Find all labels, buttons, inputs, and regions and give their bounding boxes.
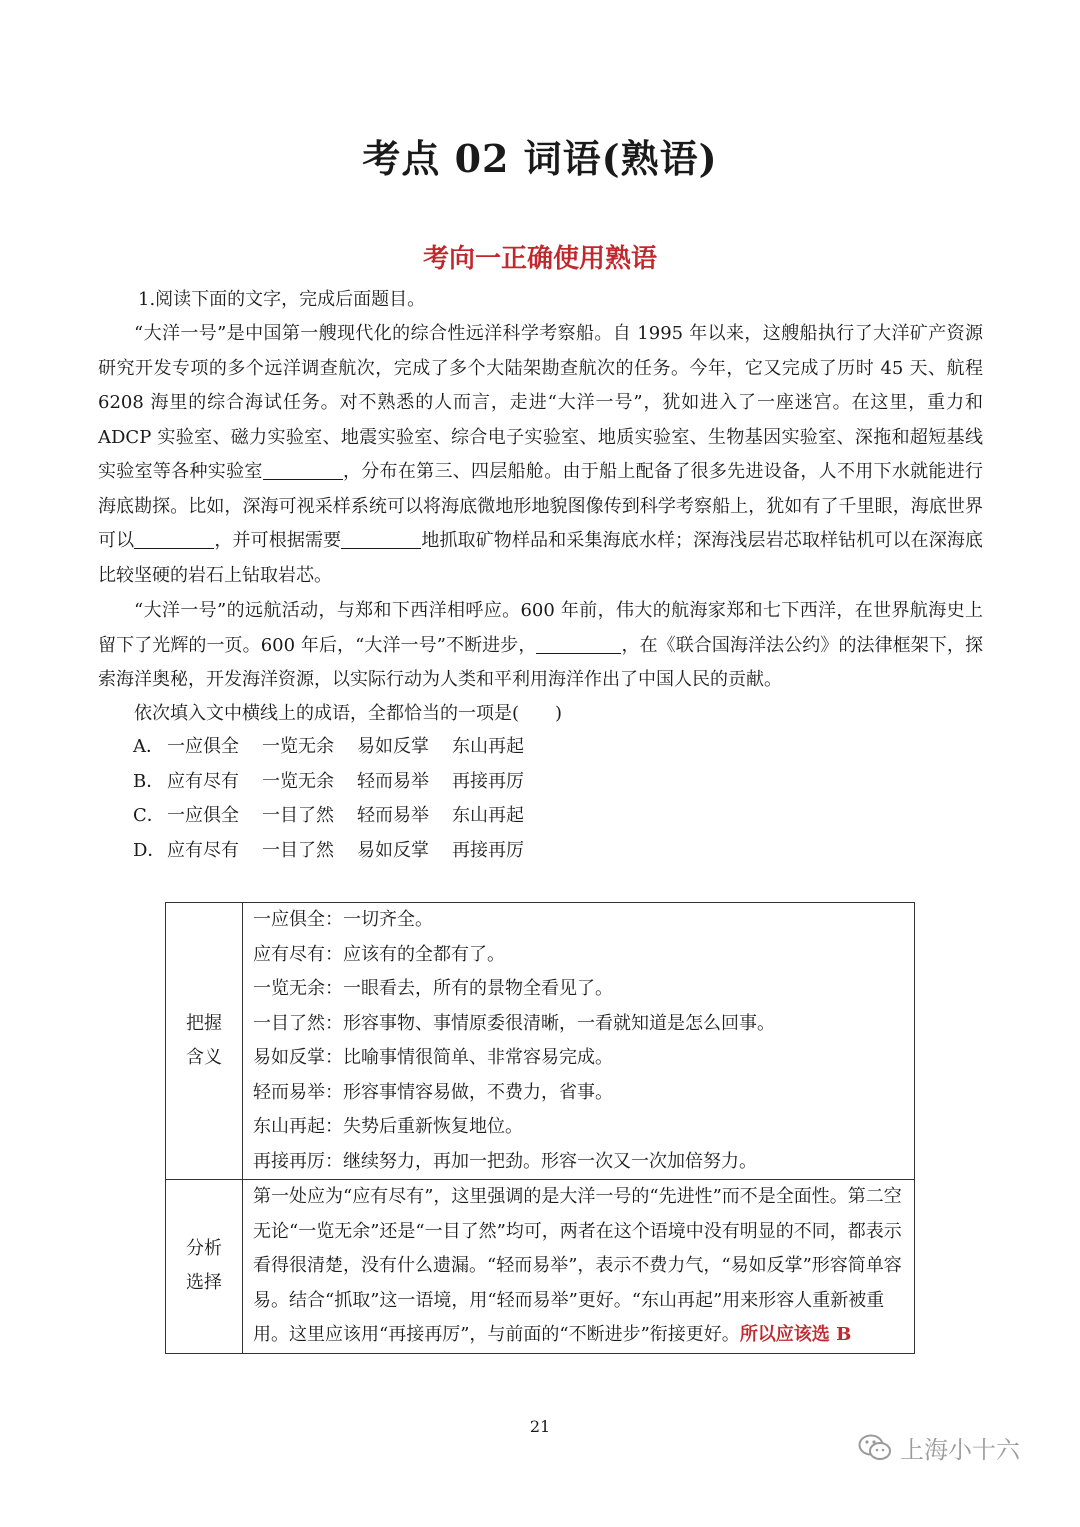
answer-options [133,730,547,868]
meaning-row [166,903,915,1180]
analysis-label: 分析 选择 [166,1180,243,1354]
question-stem: 依次填入文中横线上的成语，全都恰当的一项是( ) [134,703,563,724]
page-number: 21 [529,1417,551,1436]
meaning-item: 轻而易举：形容事情容易做，不费力，省事。 [253,1081,613,1103]
meaning-item: 再接再厉：继续努力，再加一把劲。形容一次又一次加倍努力。 [253,1150,757,1172]
meaning-item: 东山再起：失势后重新恢复地位。 [253,1116,523,1137]
passage-paragraph-2: “大洋一号”的远航活动，与郑和下西洋相呼应。600 年前，伟大的航海家郑和七下西洋，在世界航海史上留下了光辉的一页。600 年后，“大洋一号”不断进步， ，在《联合国海洋法公约》的法律框架下，探索海洋奥秘，开发海洋资源，以实际行动为人类和平利用海洋作出了中国人民的贡献。 [98,600,984,690]
analysis-text: 第一处应为“应有尽有”，这里强调的是大洋一号的“先进性”而不是全面性。第二空无论“一览无余”还是“一目了然”均可，两者在这个语境中没有明显的不同，都表示看得很清楚，没有什么遗漏。“轻而易举”，表示不费力气，“易如反掌”形容简单容易。结合“抓取”这一语境，用“轻而易举”更好。“东山再起”用来形容人重新被重用。这里应该用“再接再厉”，与前面的“不断进步”衔接更好。所以应该选 B [243,1180,915,1354]
fill-blank-2 [134,530,214,549]
section-title: 考向一正确使用熟语 [422,244,657,274]
answer-table [165,902,915,1354]
meaning-item: 一应俱全：一切齐全。 [253,909,433,930]
meaning-list [243,903,915,1180]
question-intro: 1.阅读下面的文字，完成后面题目。 [138,289,426,310]
option-b: B． 应有尽有 一览无余 轻而易举 再接再厉 [133,770,524,792]
page-title: 考点 02 词语(熟语) [362,136,718,181]
meaning-item: 易如反掌：比喻事情很简单、非常容易完成。 [253,1047,613,1068]
option-d: D． 应有尽有 一目了然 易如反掌 再接再厉 [133,839,524,861]
fill-blank-1 [263,461,343,480]
analysis-row [166,1180,915,1354]
answer-conclusion: 所以应该选 B [739,1324,852,1345]
fill-blank-3 [341,530,421,549]
meaning-label: 把握 含义 [166,903,243,1180]
meaning-item: 应有尽有：应该有的全都有了。 [253,943,505,965]
meaning-item: 一览无余：一眼看去，所有的景物全看见了。 [253,978,613,999]
meaning-item: 一目了然：形容事物、事情原委很清晰，一看就知道是怎么回事。 [253,1012,775,1034]
option-c: C． 一应俱全 一目了然 轻而易举 东山再起 [133,805,524,826]
option-a: A． 一应俱全 一览无余 易如反掌 东山再起 [133,736,524,757]
watermark-text: 上海小十六 [900,1436,1020,1464]
passage-paragraph-1: “大洋一号”是中国第一艘现代化的综合性远洋科学考察船。自 1995 年以来，这艘船执行了大洋矿产资源研究开发专项的多个远洋调查航次，完成了多个大陆架勘查航次的任务。今年，它又完成了历时 45 天、航程 6208 海里的综合海试任务。对不熟悉的人而言，走进“大洋一号”，犹如进入了一座迷宫。在这里，重力和 ADCP 实验室、磁力实验室、地震实验室、综合电子实验室、地质实验室、生物基因实验室、深拖和超短基线实验室等各种实验室 ，分布在第三、四层船舱。由于船上配备了很多先进设备，人不用下水就能进行海底勘探。比如，深海可视采样系统可以将海底微地形地貌图像传到科学考察船上，犹如有了千里眼，海底世界可以 ，并可根据需要 地抓取矿物样品和采集海底水样；深海浅层岩芯取样钻机可以在深海底比较坚硬的岩石上钻取岩芯。 [98,323,984,586]
fill-blank-4 [536,635,621,654]
watermark [858,1430,1020,1465]
wechat-icon [858,1433,892,1463]
